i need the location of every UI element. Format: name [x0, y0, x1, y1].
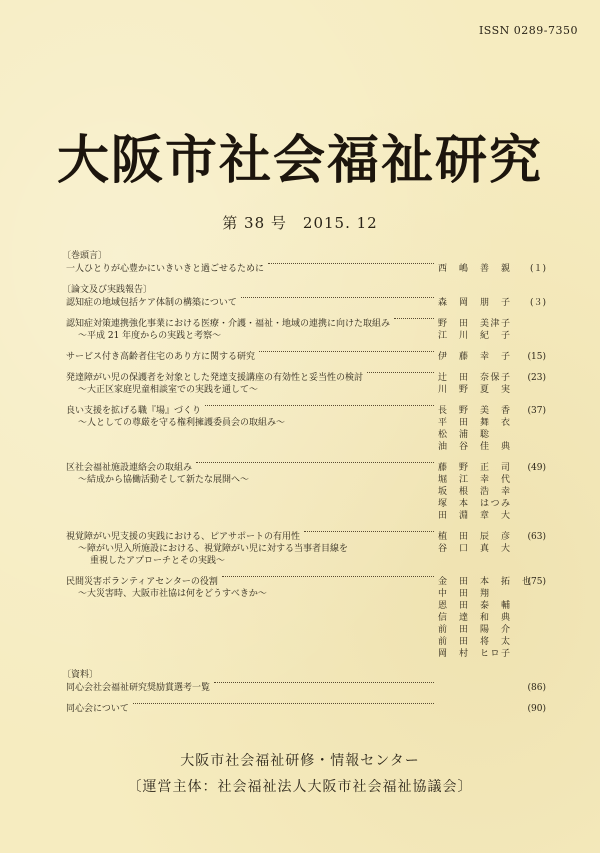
spacer: [78, 612, 438, 624]
page-spacer: [514, 624, 546, 636]
page-spacer: [514, 486, 546, 498]
toc-entry-line: [66, 263, 546, 275]
section-heading: 〔論文及び実践報告〕: [62, 285, 153, 295]
author-name: 植 田 辰 彦: [438, 532, 512, 542]
spacer: [258, 384, 438, 396]
toc-entry-line: [66, 330, 546, 342]
article-title: 発達障がい児の保護者を対象とした発達支援講座の有効性と妥当性の検討: [66, 373, 364, 383]
article-subtitle: [66, 498, 78, 510]
leader-dots: [268, 263, 434, 264]
toc-entry-line: [66, 510, 546, 522]
leader-dots: [222, 576, 434, 577]
page-spacer: [514, 441, 546, 453]
page-number: (75): [527, 577, 546, 587]
toc-entry-line: [66, 318, 546, 330]
author-name: 前 田 将 太: [438, 637, 512, 647]
spacer: [78, 441, 438, 453]
page-spacer: [514, 330, 546, 342]
page-spacer: [514, 474, 546, 486]
toc-entry-line: [66, 441, 546, 453]
spacer: [78, 636, 438, 648]
article-title: サービス付き高齢者住宅のあり方に関する研究: [66, 352, 256, 362]
author-name: 森 岡 朋 子: [438, 298, 512, 308]
spacer: [221, 330, 438, 342]
author-name: 塚 本 はつみ: [438, 499, 512, 509]
toc-entry-line: [66, 297, 546, 309]
author-name: 野 田 美津子: [438, 319, 512, 329]
author-name: 堀 江 幸 代: [438, 475, 512, 485]
toc-entry: [66, 462, 546, 522]
leader-dots: [304, 531, 434, 532]
spacer: [78, 429, 438, 441]
article-subtitle: [66, 486, 78, 498]
page-number: (23): [527, 373, 546, 383]
spacer: [78, 498, 438, 510]
author-name: [438, 555, 514, 567]
article-subtitle: [66, 441, 78, 453]
spacer: [225, 555, 438, 567]
author-name: 金 田 本 拓 也: [438, 577, 533, 587]
toc-entry: [66, 703, 546, 715]
spacer: [249, 474, 438, 486]
toc-entry-line: [66, 351, 546, 363]
author-name: 長 野 美 香: [438, 406, 512, 416]
toc-section: [62, 250, 546, 275]
toc-entry: [66, 318, 546, 342]
article-subtitle: ～大正区家庭児童相談室での実践を通して～: [78, 385, 259, 395]
page-spacer: [514, 384, 546, 396]
page-number: (86): [527, 683, 546, 693]
toc-entry: [66, 576, 546, 660]
leader-dots: [205, 405, 434, 406]
article-subtitle: [66, 648, 78, 660]
toc-entry-line: [66, 384, 546, 396]
article-subtitle: [66, 612, 78, 624]
journal-title: 大阪市社会福祉研究: [56, 130, 543, 191]
author-name: 藤 野 正 司: [438, 463, 512, 473]
toc-entry: [66, 351, 546, 363]
article-subtitle: [66, 600, 78, 612]
spacer: [78, 510, 438, 522]
page-spacer: [514, 648, 546, 660]
author-name: 田 淵 章 大: [438, 511, 512, 521]
toc-entry-line: [66, 429, 546, 441]
page-spacer: [514, 636, 546, 648]
article-subtitle: ～結成から協働活動そして新たな展開へ～: [78, 475, 250, 485]
author-name: 恩 田 泰 輔: [438, 601, 512, 611]
article-title: 良い支援を拡げる職『場』づくり: [66, 406, 202, 416]
page-spacer: [514, 555, 546, 567]
toc-entry-line: [66, 612, 546, 624]
article-subtitle: ～人としての尊厳を守る権利擁護委員会の取組み～: [78, 418, 286, 428]
page-spacer: [514, 612, 546, 624]
issn-number: ISSN 0289-7350: [478, 24, 578, 37]
toc-entry-line: [66, 462, 546, 474]
spacer: [78, 600, 438, 612]
page-spacer: [514, 510, 546, 522]
author-name: 西 嶋 善 親: [438, 264, 512, 274]
page-spacer: [514, 498, 546, 510]
leader-dots: [133, 703, 434, 704]
publisher-operator: 〔運営主体：社会福祉法人大阪市社会福祉協議会〕: [127, 779, 473, 795]
article-title: 認知症対策連携強化事業における医療・介護・福祉・地域の連携に向けた取組み: [66, 319, 391, 329]
article-subtitle: ～平成 21 年度からの実践と考察～: [78, 331, 222, 341]
page-spacer: [514, 588, 546, 600]
section-heading: 〔資料〕: [62, 670, 99, 680]
author-name: 信 達 和 典: [438, 613, 512, 623]
toc-entry-line: [66, 531, 546, 543]
author-name: 前 田 陽 介: [438, 625, 512, 635]
spacer: [267, 588, 438, 600]
spacer: [78, 486, 438, 498]
spacer: [78, 648, 438, 660]
publisher-name: 大阪市社会福祉研修・情報センター: [180, 753, 420, 769]
article-title: 同心会について: [66, 704, 129, 714]
toc-entry: [66, 372, 546, 396]
author-name: 油 谷 佳 典: [438, 442, 512, 452]
toc-entry-line: [66, 486, 546, 498]
page-number: (１): [529, 264, 546, 274]
author-name: 伊 藤 幸 子: [438, 352, 512, 362]
page-spacer: [514, 543, 546, 555]
author-name: 岡 村 ヒロ子: [438, 649, 512, 659]
section-heading: 〔巻頭言〕: [62, 251, 108, 261]
spacer: [348, 543, 438, 555]
page-number: (37): [527, 406, 546, 416]
leader-dots: [259, 351, 434, 352]
toc-entry-line: [66, 498, 546, 510]
page-number: (15): [527, 352, 546, 362]
toc-entry: [66, 297, 546, 309]
toc-entry-line: [66, 576, 546, 588]
toc-entry-line: [66, 624, 546, 636]
page-number: (63): [527, 532, 546, 542]
table-of-contents: [62, 250, 546, 724]
page-spacer: [514, 429, 546, 441]
toc-entry: [66, 405, 546, 453]
toc-entry-line: [66, 555, 546, 567]
leader-dots: [367, 372, 434, 373]
page-number: (49): [527, 463, 546, 473]
page-spacer: [514, 600, 546, 612]
article-subtitle: ～障がい児入所施設における、視覚障がい児に対する当事者目線を: [78, 544, 349, 554]
toc-entry-line: [66, 703, 546, 715]
toc-entry-line: [66, 648, 546, 660]
toc-entry-line: [66, 405, 546, 417]
toc-entry: [66, 531, 546, 567]
toc-section: [62, 284, 546, 660]
article-subtitle: [66, 510, 78, 522]
toc-entry-line: [66, 600, 546, 612]
author-name: 坂 根 浩 幸: [438, 487, 512, 497]
toc-entry-line: [66, 474, 546, 486]
author-name: 谷 口 真 大: [438, 544, 512, 554]
article-title: 民間災害ボランティアセンターの役割: [66, 577, 218, 587]
author-name: 江 川 紀 子: [438, 331, 512, 341]
author-name: 平 田 舞 衣: [438, 418, 512, 428]
author-name: 川 野 夏 実: [438, 385, 512, 395]
article-subtitle: 重視したアプローチとその実践～: [90, 556, 226, 566]
author-name: 松 浦 聡: [438, 430, 491, 440]
leader-dots: [214, 682, 434, 683]
issue-number: 第 38 号 2015. 12: [222, 214, 378, 232]
toc-section: [62, 669, 546, 715]
leader-dots: [394, 318, 434, 319]
page-spacer: [514, 417, 546, 429]
leader-dots: [196, 462, 434, 463]
toc-entry-line: [66, 588, 546, 600]
toc-entry-line: [66, 417, 546, 429]
toc-entry-line: [66, 636, 546, 648]
page-number: (３): [529, 298, 546, 308]
article-title: 認知症の地域包括ケア体制の構築について: [66, 298, 237, 308]
toc-entry-line: [66, 372, 546, 384]
article-subtitle: ～大災害時、大阪市社協は何をどうすべきか～: [78, 589, 267, 599]
toc-entry: [66, 263, 546, 275]
toc-entry-line: [66, 682, 546, 694]
article-title: 一人ひとりが心豊かにいきいきと過ごせるために: [66, 264, 265, 274]
spacer: [285, 417, 438, 429]
article-title: 同心会社会福祉研究奨励賞選考一覧: [66, 683, 211, 693]
leader-dots: [241, 297, 434, 298]
article-subtitle: [66, 429, 78, 441]
article-title: 区社会福祉施設連絡会の取組み: [66, 463, 193, 473]
toc-entry-line: [66, 543, 546, 555]
toc-entry: [66, 682, 546, 694]
author-name: 中 田 翔: [438, 589, 491, 599]
article-subtitle: [66, 636, 78, 648]
page-number: (90): [527, 704, 546, 714]
article-subtitle: [66, 624, 78, 636]
author-name: 辻 田 奈保子: [438, 373, 512, 383]
article-title: 視覚障がい児支援の実践における、ピアサポートの有用性: [66, 532, 301, 542]
spacer: [78, 624, 438, 636]
